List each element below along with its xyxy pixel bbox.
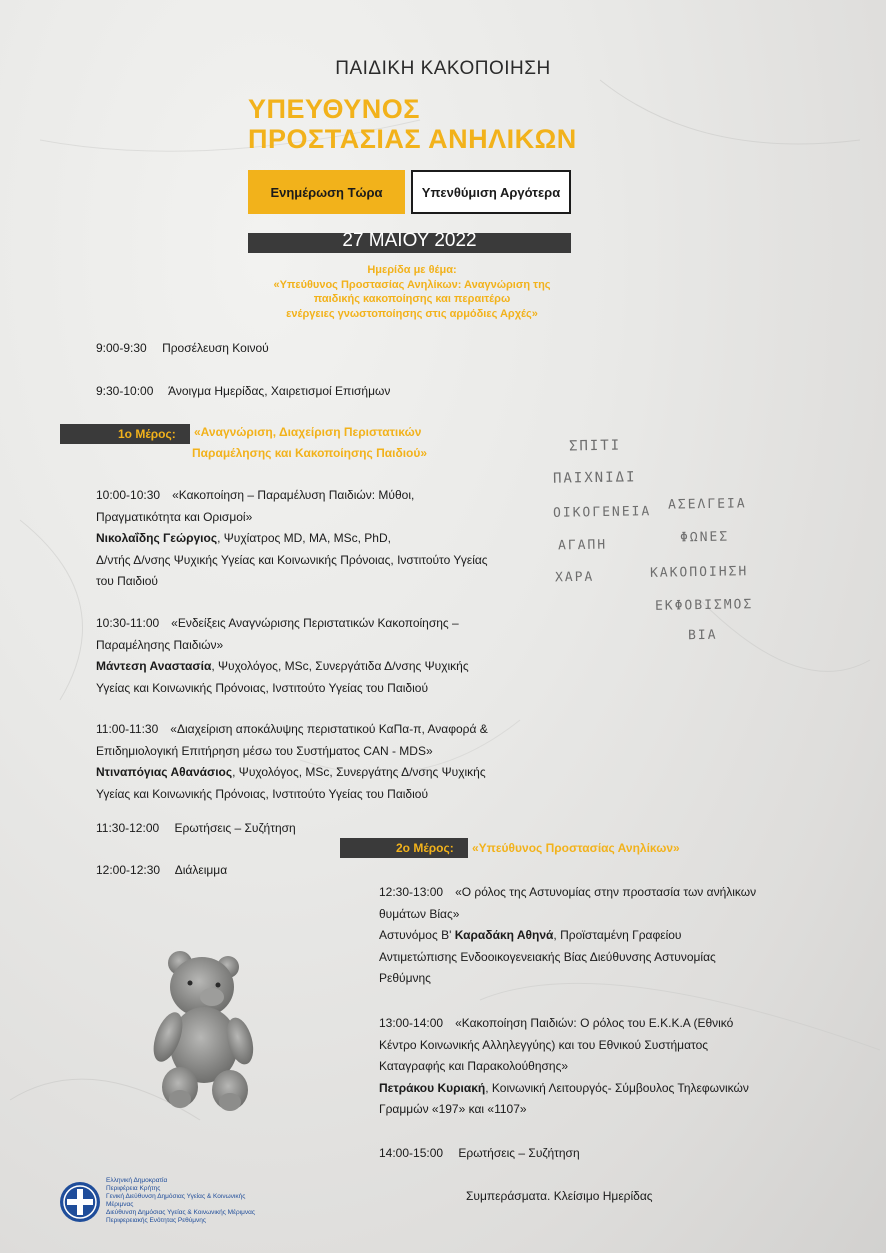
talk-title: Πραγματικότητα και Ορισμοί»: [96, 509, 253, 524]
speaker-affiliation: , Προϊσταμένη Γραφείου: [553, 928, 682, 942]
speaker-affiliation: Γραμμών «197» και «1107»: [379, 1102, 527, 1116]
main-title: [248, 94, 577, 154]
talk-time: 13:00-14:00: [379, 1016, 444, 1030]
speaker-affiliation: Υγείας και Κοινωνικής Πρόνοιας, Ινστιτούτο Υγείας του Παιδιού: [96, 786, 429, 801]
speaker-affiliation: του Παιδιού: [96, 574, 158, 588]
talk-block: [96, 485, 488, 593]
logo-line: Διεύθυνση Δημόσιας Υγείας & Κοινωνικής Μέριμνας: [106, 1209, 256, 1216]
handwritten-word: ΧΑΡΑ: [554, 569, 595, 586]
part1-label: 1ο Μέρος:: [118, 427, 176, 441]
talk-title: Καταγραφής και Παρακολούθησης»: [379, 1059, 569, 1073]
event-subtitle: [230, 263, 594, 321]
top-title: ΠΑΙΔΙΚΗ ΚΑΚΟΠΟΙΗΣΗ: [335, 58, 551, 79]
talk-title: «Διαχείριση αποκάλυψης περιστατικού ΚαΠα-π, Αναφορά &: [170, 722, 488, 736]
handwritten-word: ΟΙΚΟΓΕΝΕΙΑ: [552, 504, 652, 521]
talk-title: Κέντρο Κοινωνικής Αλληλεγγύης) και του Εθνικού Συστήματος: [379, 1037, 709, 1052]
closing-remarks: Συμπεράσματα. Κλείσιμο Ημερίδας: [466, 1189, 653, 1203]
schedule-time: 9:00-9:30: [96, 341, 147, 355]
speaker-affiliation: , Ψυχολόγος, MSc, Συνεργάτιδα Δ/νσης Ψυχικής: [211, 659, 469, 673]
talk-time: 10:30-11:00: [96, 616, 160, 630]
schedule-text: Προσέλευση Κοινού: [162, 341, 269, 355]
handwritten-word: ΣΠΙΤΙ: [568, 437, 622, 455]
schedule-time: 11:30-12:00: [96, 821, 160, 835]
schedule-time: 12:00-12:30: [96, 863, 161, 877]
talk-time: 12:30-13:00: [379, 885, 444, 899]
logo-line: Μέριμνας: [106, 1201, 134, 1208]
speaker-affiliation: Υγείας και Κοινωνικής Πρόνοιας, Ινστιτούτο Υγείας του Παιδιού: [96, 680, 429, 695]
talk-time: 11:00-11:30: [96, 722, 159, 736]
subtitle-line: παιδικής κακοποίησης και περαιτέρω: [313, 293, 511, 305]
speaker-name: Μάντεση Αναστασία: [96, 659, 212, 673]
part2-title: «Υπεύθυνος Προστασίας Ανηλίκων»: [472, 841, 680, 855]
main-title-line2: ΠΡΟΣΤΑΣΙΑΣ ΑΝΗΛΙΚΩΝ: [248, 124, 577, 154]
part1-title-line2: Παραμέλησης και Κακοποίησης Παιδιού»: [192, 446, 428, 460]
speaker-affiliation: , Ψυχολόγος, MSc, Συνεργάτης Δ/νσης Ψυχικής: [232, 765, 486, 779]
schedule-text: Ερωτήσεις – Συζήτηση: [458, 1146, 580, 1160]
talk-time: 10:00-10:30: [96, 488, 161, 502]
speaker-affiliation: Ρεθύμνης: [379, 971, 431, 985]
talk-title: «Ο ρόλος της Αστυνομίας στην προστασία των ανήλικων: [455, 885, 757, 899]
speaker-affiliation: Αντιμετώπισης Ενδοοικογενειακής Βίας Διεύθυνσης Αστυνομίας: [379, 949, 716, 964]
schedule-item: [96, 381, 390, 403]
speaker-affiliation: , Κοινωνική Λειτουργός- Σύμβουλος Τηλεφωνικών: [485, 1080, 749, 1095]
talk-title: «Κακοποίηση – Παραμέλυση Παιδιών: Μύθοι,: [172, 488, 415, 502]
handwritten-word: ΑΓΑΠΗ: [557, 537, 608, 554]
talk-title: θυμάτων Βίας»: [379, 906, 460, 921]
subtitle-line: Ημερίδα με θέμα:: [367, 264, 457, 276]
talk-title: «Ενδείξεις Αναγνώρισης Περιστατικών Κακοποίησης –: [171, 616, 459, 630]
logo-text: [106, 1177, 286, 1225]
talk-title: Επιδημιολογική Επιτήρηση μέσω του Συστήματος CAN - MDS»: [96, 743, 433, 758]
handwritten-word: ΑΣΕΛΓΕΙΑ: [667, 496, 747, 513]
speaker-name: Νικολαΐδης Γεώργιος: [96, 531, 218, 545]
schedule-item: [96, 818, 296, 840]
handwritten-word: ΒΙΑ: [687, 627, 718, 644]
schedule-item: [96, 860, 227, 882]
event-date: 27 ΜΑΙΟΥ 2022: [342, 230, 477, 251]
logo-line: Περιφερειακής Ενότητας Ρεθύμνης: [106, 1217, 207, 1224]
handwritten-word: ΠΑΙΧΝΙΔΙ: [552, 469, 637, 487]
part2-label: 2ο Μέρος:: [396, 841, 454, 855]
logo-line: Περιφέρεια Κρήτης: [106, 1185, 161, 1192]
schedule-item: [379, 1143, 580, 1165]
subtitle-line: «Υπεύθυνος Προστασίας Ανηλίκων: Αναγνώριση της: [273, 278, 551, 291]
handwritten-word: ΦΩΝΕΣ: [679, 529, 730, 546]
date-bar: [248, 230, 571, 253]
speaker-name: Ντιναπόγιας Αθανάσιος: [96, 765, 233, 779]
handwritten-word: ΕΚΦΟΒΙΣΜΟΣ: [654, 597, 754, 614]
greek-emblem-logo: [58, 1180, 102, 1224]
schedule-text: Ερωτήσεις – Συζήτηση: [174, 821, 296, 835]
subtitle-line: ενέργειες γνωστοποίησης στις αρμόδιες Αρχές»: [286, 307, 538, 320]
schedule-time: 9:30-10:00: [96, 384, 154, 398]
schedule-text: Διάλειμμα: [174, 863, 228, 877]
remind-later-button[interactable]: Υπενθύμιση Αργότερα: [411, 170, 571, 214]
speaker-name: Πετράκου Κυριακή: [379, 1080, 486, 1095]
teddy-bear-image: [140, 945, 260, 1115]
update-now-button[interactable]: Ενημέρωση Τώρα: [248, 170, 405, 214]
logo-line: Ελληνική Δημοκρατία: [106, 1177, 168, 1184]
schedule-item: [96, 338, 269, 360]
talk-block: [96, 613, 469, 699]
talk-title: «Κακοποίηση Παιδιών: Ο ρόλος του Ε.Κ.Κ.Α (Εθνικό: [455, 1016, 734, 1030]
schedule-text: Άνοιγμα Ημερίδας, Χαιρετισμοί Επισήμων: [168, 384, 391, 398]
speaker-affiliation: Δ/ντής Δ/νσης Ψυχικής Υγείας και Κοινωνικής Πρόνοιας, Ινστιτούτο Υγείας: [96, 552, 488, 567]
part1-title-line1: «Αναγνώριση, Διαχείριση Περιστατικών: [194, 425, 422, 439]
handwritten-word: ΚΑΚΟΠΟΙΗΣΗ: [649, 564, 749, 581]
talk-block: [96, 719, 488, 805]
talk-title: Παραμέλησης Παιδιών»: [96, 637, 224, 652]
talk-block: [379, 1013, 749, 1121]
main-title-line1: ΥΠΕΥΘΥΝΟΣ: [248, 94, 420, 124]
talk-block: [379, 882, 756, 990]
logo-line: Γενική Διεύθυνση Δημόσιας Υγείας & Κοινωνικής: [106, 1193, 246, 1200]
speaker-rank: Αστυνόμος Β': [379, 928, 455, 942]
speaker-name: Καραδάκη Αθηνά: [454, 928, 554, 942]
speaker-affiliation: , Ψυχίατρος MD, MA, MSc, PhD,: [217, 531, 391, 545]
schedule-time: 14:00-15:00: [379, 1146, 444, 1160]
